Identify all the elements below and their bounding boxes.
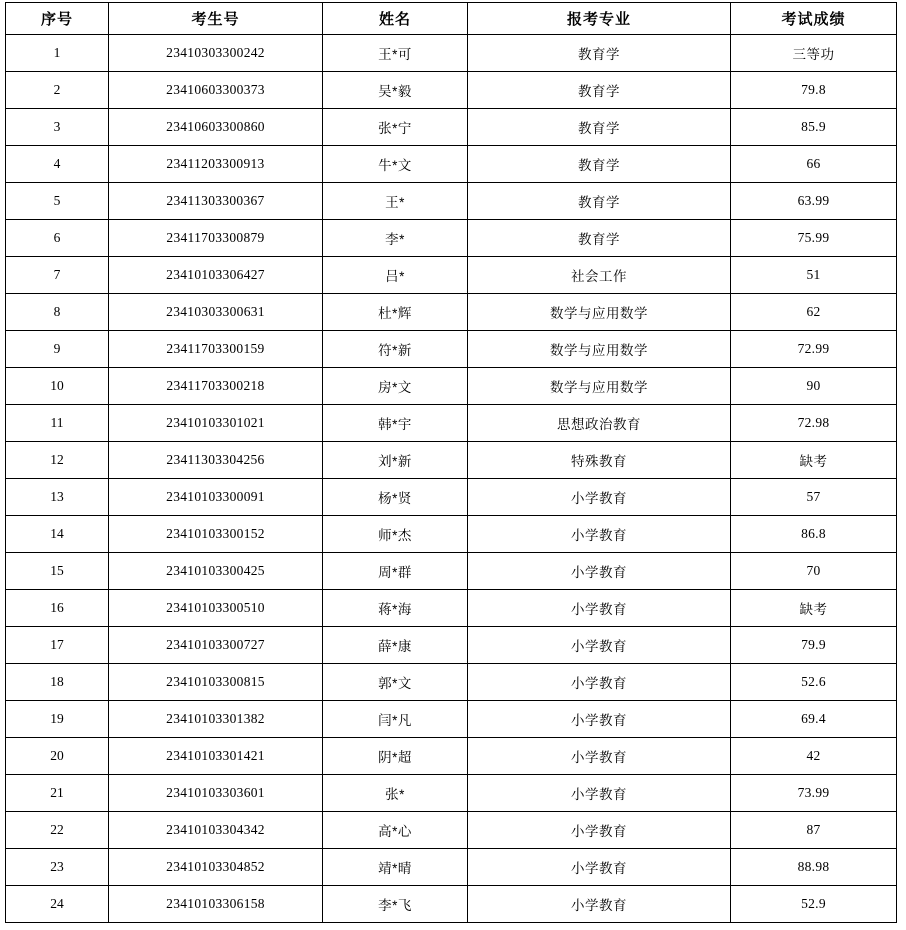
cell-name: 李*飞 xyxy=(323,886,468,923)
cell-score: 缺考 xyxy=(731,590,897,627)
cell-index: 17 xyxy=(6,627,109,664)
cell-index: 16 xyxy=(6,590,109,627)
table-row xyxy=(6,442,897,479)
table-row xyxy=(6,72,897,109)
cell-name: 杜*辉 xyxy=(323,294,468,331)
cell-name: 王*可 xyxy=(323,35,468,72)
table-row xyxy=(6,849,897,886)
cell-score: 72.99 xyxy=(731,331,897,368)
column-header-score: 考试成绩 xyxy=(731,3,897,35)
table-row xyxy=(6,812,897,849)
cell-name: 牛*文 xyxy=(323,146,468,183)
cell-major: 教育学 xyxy=(468,183,731,220)
cell-major: 小学教育 xyxy=(468,886,731,923)
cell-major: 数学与应用数学 xyxy=(468,331,731,368)
cell-score: 52.9 xyxy=(731,886,897,923)
cell-name: 房*文 xyxy=(323,368,468,405)
table-row xyxy=(6,701,897,738)
cell-score: 72.98 xyxy=(731,405,897,442)
cell-index: 4 xyxy=(6,146,109,183)
table-row xyxy=(6,183,897,220)
table-row xyxy=(6,516,897,553)
cell-name: 张*宁 xyxy=(323,109,468,146)
cell-index: 11 xyxy=(6,405,109,442)
table-row xyxy=(6,35,897,72)
cell-major: 数学与应用数学 xyxy=(468,368,731,405)
cell-exam-id: 23410603300373 xyxy=(109,72,323,109)
cell-major: 小学教育 xyxy=(468,812,731,849)
cell-name: 张* xyxy=(323,775,468,812)
table-row xyxy=(6,368,897,405)
cell-score: 42 xyxy=(731,738,897,775)
cell-exam-id: 23410103306158 xyxy=(109,886,323,923)
cell-index: 21 xyxy=(6,775,109,812)
cell-major: 小学教育 xyxy=(468,590,731,627)
cell-exam-id: 23411703300159 xyxy=(109,331,323,368)
cell-major: 小学教育 xyxy=(468,701,731,738)
cell-name: 吴*毅 xyxy=(323,72,468,109)
cell-score: 52.6 xyxy=(731,664,897,701)
cell-index: 15 xyxy=(6,553,109,590)
cell-index: 22 xyxy=(6,812,109,849)
column-header-major: 报考专业 xyxy=(468,3,731,35)
cell-name: 薛*康 xyxy=(323,627,468,664)
cell-major: 小学教育 xyxy=(468,849,731,886)
cell-index: 24 xyxy=(6,886,109,923)
cell-name: 郭*文 xyxy=(323,664,468,701)
cell-score: 75.99 xyxy=(731,220,897,257)
cell-index: 1 xyxy=(6,35,109,72)
cell-major: 社会工作 xyxy=(468,257,731,294)
cell-index: 2 xyxy=(6,72,109,109)
cell-major: 思想政治教育 xyxy=(468,405,731,442)
table-header xyxy=(6,3,897,35)
cell-exam-id: 23410103300510 xyxy=(109,590,323,627)
cell-major: 小学教育 xyxy=(468,553,731,590)
table-row xyxy=(6,553,897,590)
cell-major: 教育学 xyxy=(468,72,731,109)
table-row xyxy=(6,627,897,664)
cell-name: 高*心 xyxy=(323,812,468,849)
cell-exam-id: 23410103300815 xyxy=(109,664,323,701)
cell-major: 特殊教育 xyxy=(468,442,731,479)
cell-score: 63.99 xyxy=(731,183,897,220)
cell-score: 73.99 xyxy=(731,775,897,812)
table-row xyxy=(6,664,897,701)
cell-index: 9 xyxy=(6,331,109,368)
table-row xyxy=(6,220,897,257)
cell-exam-id: 23410303300631 xyxy=(109,294,323,331)
cell-score: 69.4 xyxy=(731,701,897,738)
table-row xyxy=(6,331,897,368)
cell-major: 教育学 xyxy=(468,35,731,72)
cell-score: 62 xyxy=(731,294,897,331)
table-row xyxy=(6,590,897,627)
cell-major: 小学教育 xyxy=(468,516,731,553)
cell-name: 靖*晴 xyxy=(323,849,468,886)
cell-index: 13 xyxy=(6,479,109,516)
cell-exam-id: 23410103301421 xyxy=(109,738,323,775)
table-row xyxy=(6,738,897,775)
cell-name: 闫*凡 xyxy=(323,701,468,738)
table-row xyxy=(6,405,897,442)
cell-exam-id: 23410103301382 xyxy=(109,701,323,738)
cell-index: 23 xyxy=(6,849,109,886)
cell-exam-id: 23410303300242 xyxy=(109,35,323,72)
table-row xyxy=(6,257,897,294)
cell-exam-id: 23410603300860 xyxy=(109,109,323,146)
table-row xyxy=(6,146,897,183)
cell-exam-id: 23410103304342 xyxy=(109,812,323,849)
cell-name: 李* xyxy=(323,220,468,257)
cell-score: 85.9 xyxy=(731,109,897,146)
cell-score: 87 xyxy=(731,812,897,849)
cell-index: 6 xyxy=(6,220,109,257)
cell-name: 刘*新 xyxy=(323,442,468,479)
cell-major: 小学教育 xyxy=(468,738,731,775)
cell-exam-id: 23410103300152 xyxy=(109,516,323,553)
cell-major: 教育学 xyxy=(468,220,731,257)
cell-name: 符*新 xyxy=(323,331,468,368)
cell-score: 79.9 xyxy=(731,627,897,664)
cell-exam-id: 23411203300913 xyxy=(109,146,323,183)
cell-exam-id: 23410103304852 xyxy=(109,849,323,886)
cell-exam-id: 23410103301021 xyxy=(109,405,323,442)
cell-score: 79.8 xyxy=(731,72,897,109)
column-header-name: 姓名 xyxy=(323,3,468,35)
cell-score: 70 xyxy=(731,553,897,590)
cell-name: 师*杰 xyxy=(323,516,468,553)
table-row xyxy=(6,479,897,516)
cell-index: 5 xyxy=(6,183,109,220)
cell-exam-id: 23410103306427 xyxy=(109,257,323,294)
cell-exam-id: 23411703300218 xyxy=(109,368,323,405)
cell-exam-id: 23410103303601 xyxy=(109,775,323,812)
cell-index: 10 xyxy=(6,368,109,405)
cell-index: 18 xyxy=(6,664,109,701)
cell-score: 缺考 xyxy=(731,442,897,479)
cell-major: 教育学 xyxy=(468,146,731,183)
cell-major: 数学与应用数学 xyxy=(468,294,731,331)
cell-name: 王* xyxy=(323,183,468,220)
cell-exam-id: 23410103300727 xyxy=(109,627,323,664)
column-header-exam-id: 考生号 xyxy=(109,3,323,35)
cell-score: 三等功 xyxy=(731,35,897,72)
cell-name: 阴*超 xyxy=(323,738,468,775)
table-header-row xyxy=(6,3,897,35)
cell-name: 吕* xyxy=(323,257,468,294)
cell-name: 杨*贤 xyxy=(323,479,468,516)
cell-major: 小学教育 xyxy=(468,479,731,516)
cell-index: 3 xyxy=(6,109,109,146)
cell-name: 韩*宇 xyxy=(323,405,468,442)
table-body xyxy=(6,35,897,923)
cell-index: 14 xyxy=(6,516,109,553)
cell-index: 7 xyxy=(6,257,109,294)
cell-score: 66 xyxy=(731,146,897,183)
cell-major: 小学教育 xyxy=(468,775,731,812)
cell-major: 小学教育 xyxy=(468,627,731,664)
cell-major: 教育学 xyxy=(468,109,731,146)
cell-index: 12 xyxy=(6,442,109,479)
column-header-index: 序号 xyxy=(6,3,109,35)
cell-score: 86.8 xyxy=(731,516,897,553)
cell-score: 90 xyxy=(731,368,897,405)
table-row xyxy=(6,775,897,812)
cell-name: 周*群 xyxy=(323,553,468,590)
table-row xyxy=(6,886,897,923)
cell-score: 57 xyxy=(731,479,897,516)
cell-index: 8 xyxy=(6,294,109,331)
cell-name: 蒋*海 xyxy=(323,590,468,627)
cell-score: 88.98 xyxy=(731,849,897,886)
cell-major: 小学教育 xyxy=(468,664,731,701)
cell-exam-id: 23410103300425 xyxy=(109,553,323,590)
table-row xyxy=(6,294,897,331)
cell-exam-id: 23411303304256 xyxy=(109,442,323,479)
cell-exam-id: 23411703300879 xyxy=(109,220,323,257)
cell-index: 20 xyxy=(6,738,109,775)
cell-index: 19 xyxy=(6,701,109,738)
cell-exam-id: 23411303300367 xyxy=(109,183,323,220)
table-row xyxy=(6,109,897,146)
cell-exam-id: 23410103300091 xyxy=(109,479,323,516)
candidate-results-table xyxy=(5,2,897,923)
cell-score: 51 xyxy=(731,257,897,294)
